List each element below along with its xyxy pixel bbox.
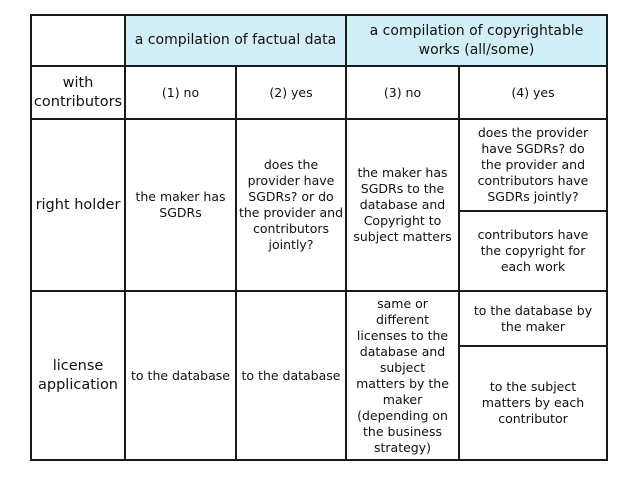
license-col3 [346,291,459,460]
license-col1-text: to the database [131,367,230,383]
table-border-top [30,14,608,16]
header-factual-data [125,15,346,66]
contributors-col3 [346,66,459,119]
license-col3-text: same or different licenses to the database and subject matters by the maker (depending on the business strategy) [356,295,449,455]
right-holder-col4-top-text: does the provider have SGDRs? do the provider and contributors have SGDRs jointly? [477,125,589,204]
right-holder-col3 [346,119,459,291]
contributors-col3-text: (3) no [383,84,422,100]
corner-cell [31,15,125,66]
contributors-col4-text: (4) yes [511,84,555,100]
license-col4-bottom-text: to the subject matters by each contributor [481,379,585,426]
row-label-contributors-text: with contributors [33,74,123,110]
right-holder-col2 [236,119,346,291]
col-divider-1 [124,14,126,461]
row-label-right-holder-text: right holder [35,196,121,213]
license-col4-top [459,291,607,346]
table-border-left [30,14,32,461]
row-label-contributors [31,66,125,119]
right-holder-col4-top [459,119,607,211]
row-label-right-holder [31,119,125,291]
license-col2 [236,291,346,460]
right-holder-col1-text: the maker has SGDRs [135,189,226,220]
license-col4-bottom [459,346,607,460]
header-divider [30,65,608,67]
license-col1 [125,291,236,460]
table-border-right [606,14,608,461]
row-divider-2 [30,290,608,292]
col4-split-license [459,345,608,347]
header-copyrightable-works [346,15,607,66]
col-divider-3 [345,14,347,461]
table-border-bottom [30,459,608,461]
row-divider-1 [30,118,608,120]
license-col4-top-text: to the database by the maker [473,302,593,334]
contributors-col2 [236,66,346,119]
col-divider-2 [235,65,237,461]
right-holder-col3-text: the maker has SGDRs to the database and Copyright to subject matters [353,165,452,244]
col-divider-4 [458,65,460,461]
header-copyrightable-works-text: a compilation of copyrightable works (all/some) [369,22,584,58]
contributors-col1 [125,66,236,119]
right-holder-col4-bottom [459,211,607,291]
right-holder-col4-bottom-text: contributors have the copyright for each work [477,227,589,274]
row-label-license [31,291,125,460]
contributors-col1-text: (1) no [161,84,200,100]
right-holder-col2-text: does the provider have SGDRs? or do the provider and contributors jointly? [238,157,344,252]
contributors-col2-text: (2) yes [269,84,313,100]
header-factual-data-text: a compilation of factual data [134,32,337,48]
row-label-license-text: license application [38,357,118,393]
license-col2-text: to the database [241,367,341,383]
contributors-col4 [459,66,607,119]
right-holder-col1 [125,119,236,291]
col4-split-right-holder [459,210,608,212]
